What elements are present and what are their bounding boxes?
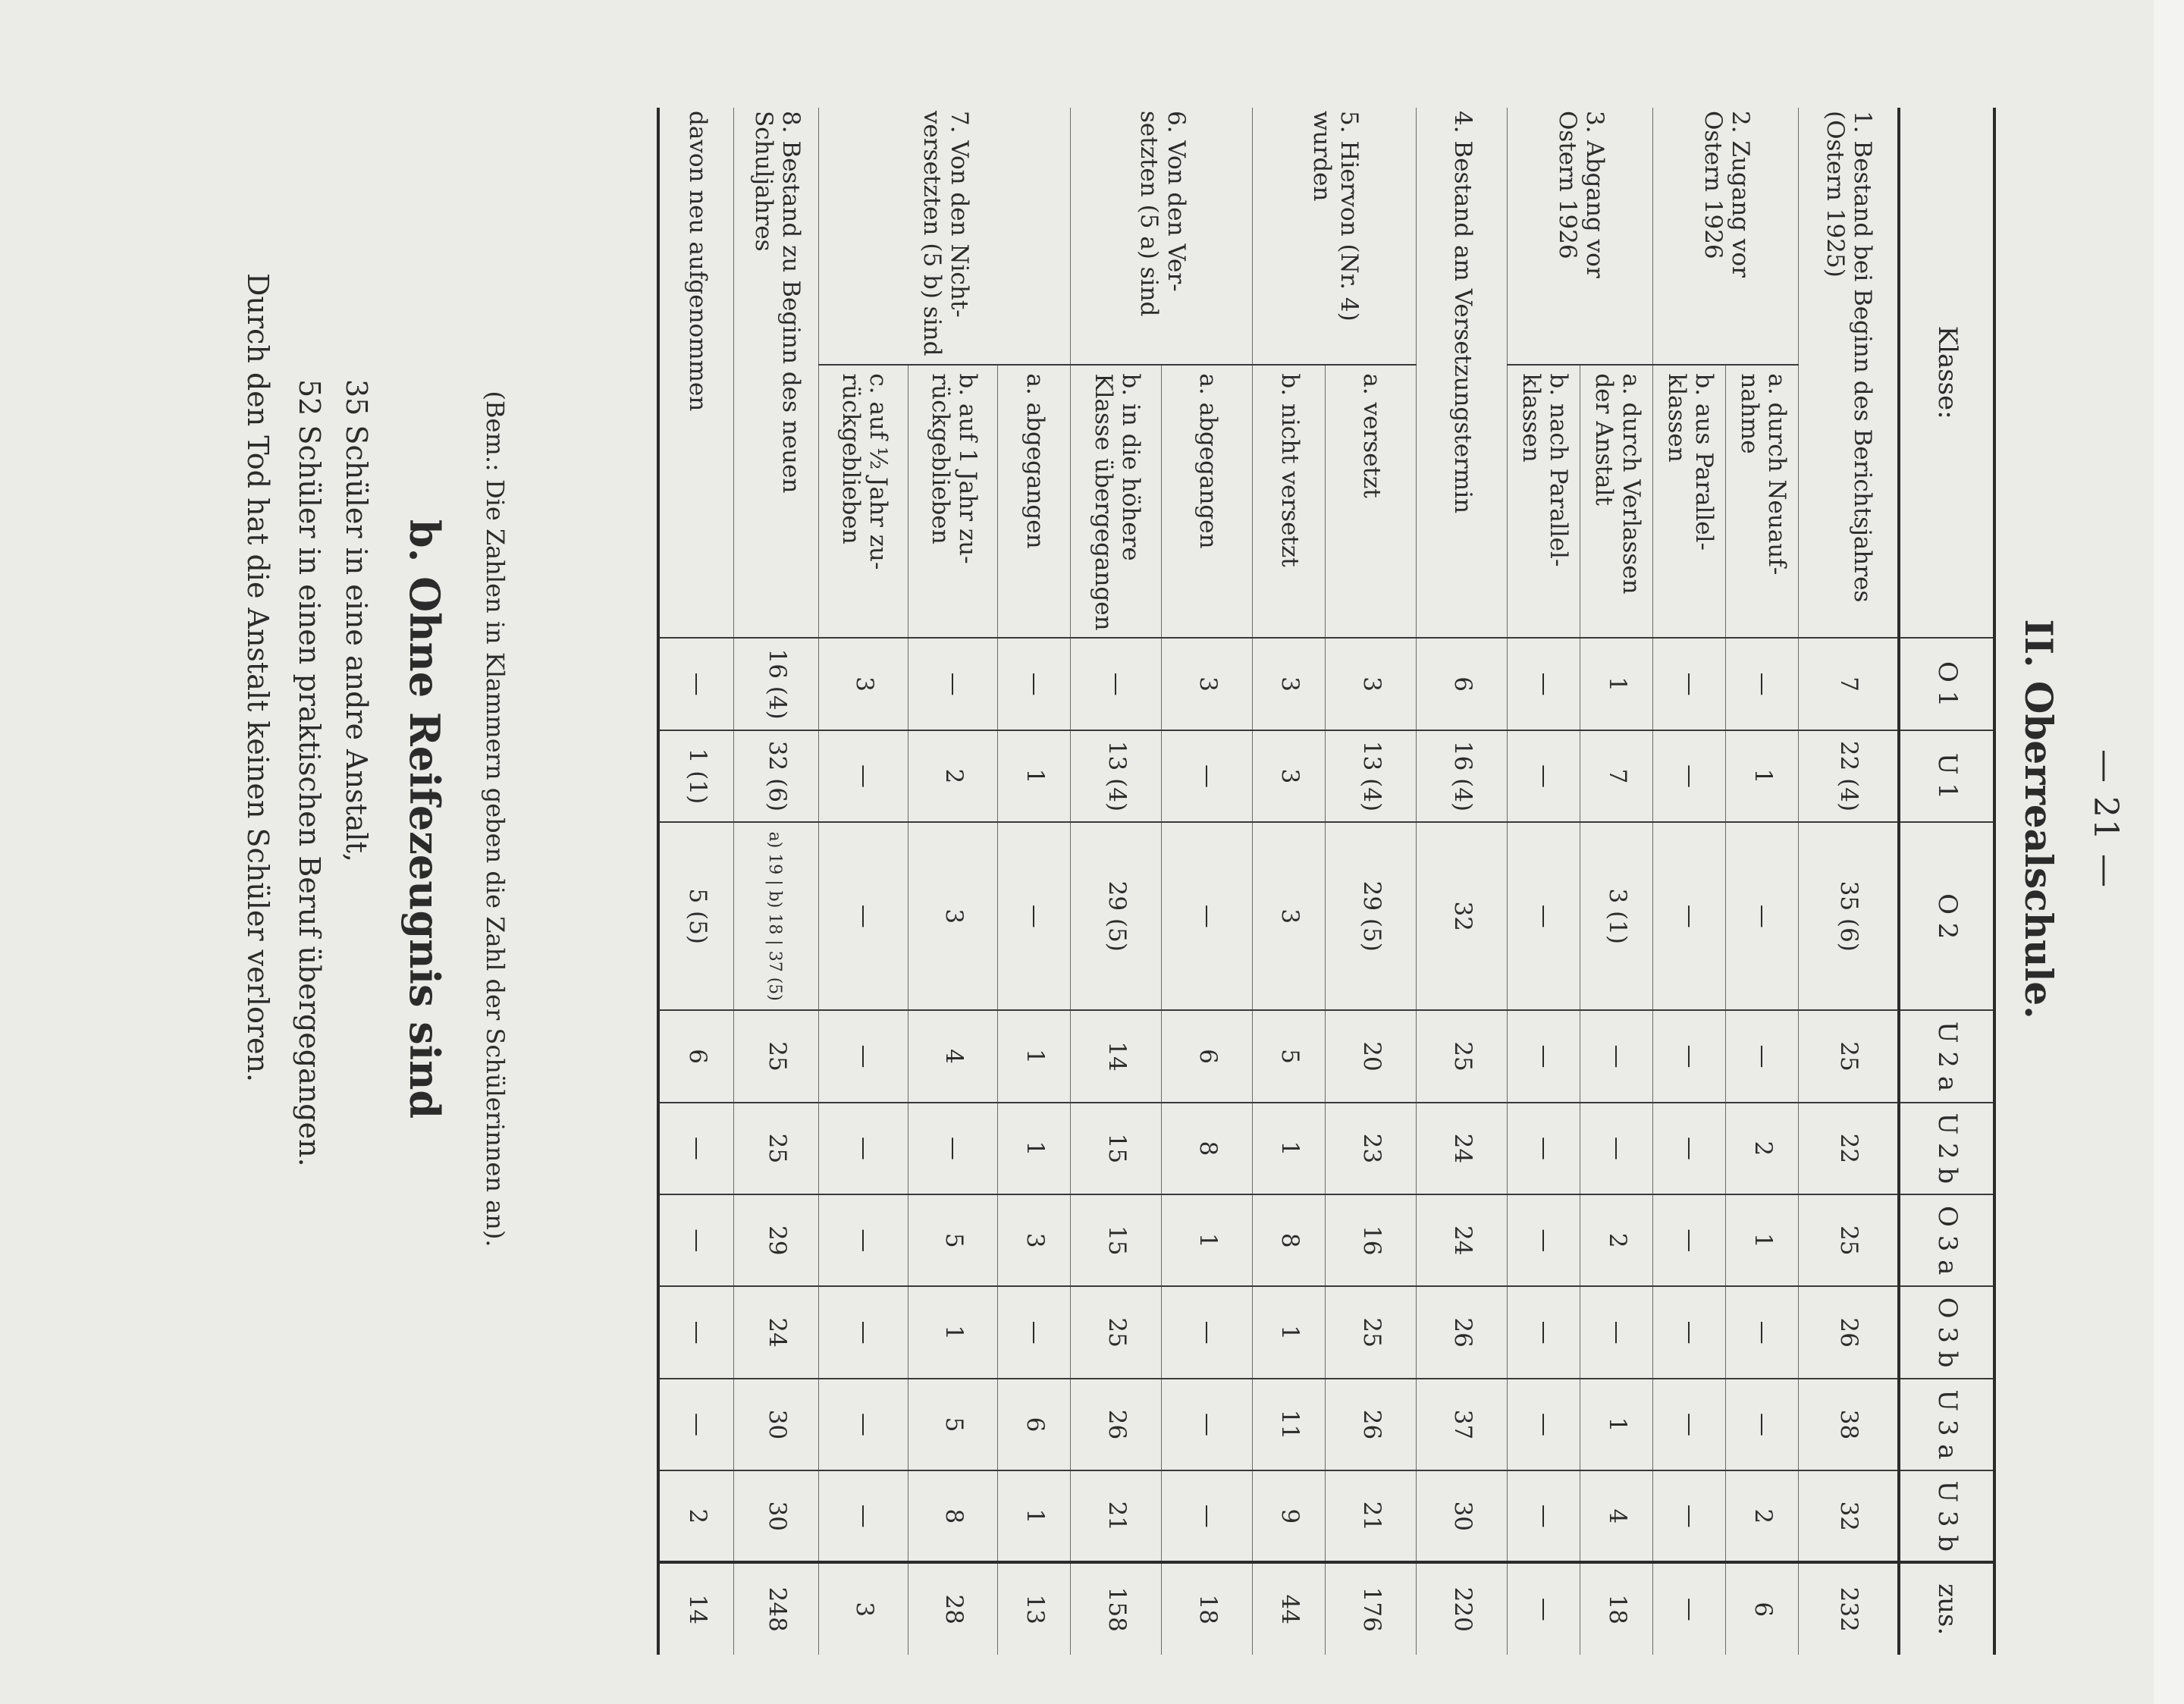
table-cell: — — [1508, 730, 1580, 822]
table-cell: — — [998, 822, 1071, 1010]
table-cell: — — [819, 1379, 908, 1470]
rotated-page-content — [68, 23, 2131, 1636]
row-sublabel: c. auf ½ Jahr zurückgeblieben — [819, 365, 908, 638]
table-cell: 32 (6) — [734, 730, 819, 822]
column-header: U 1 — [1899, 730, 1994, 822]
table-cell: 25 — [1417, 1010, 1508, 1102]
table-cell: 6 — [998, 1379, 1071, 1470]
table-cell-total: 220 — [1417, 1562, 1508, 1655]
table-cell: 3 — [998, 1194, 1071, 1286]
table-cell: 16 (4) — [734, 638, 819, 730]
table-cell: 11 — [1253, 1379, 1326, 1470]
table-cell: 6 — [1417, 638, 1508, 730]
table-cell: — — [1653, 1010, 1726, 1102]
table-cell: — — [908, 1103, 998, 1194]
row-sublabel: b. auf 1 Jahr zurückgeblieben — [908, 365, 998, 638]
table-cell: 30 — [1417, 1470, 1508, 1562]
table-cell: 8 — [1253, 1194, 1326, 1286]
table-cell: 8 — [1162, 1103, 1253, 1194]
table-cell: 7 — [1799, 638, 1899, 730]
table-cell: 1 — [998, 1470, 1071, 1562]
table-cell: 6 — [1162, 1010, 1253, 1102]
row-label: 1. Bestand bei Beginn des Berichtsjahres (Ostern 1925) — [1799, 108, 1899, 638]
table-cell: 5 (5) — [658, 822, 734, 1010]
table-cell: 21 — [1326, 1470, 1417, 1562]
table-cell: — — [1580, 1010, 1653, 1102]
table-cell: 1 — [1162, 1194, 1253, 1286]
table-row — [1580, 108, 1653, 1655]
column-header-klasse: Klasse: — [1899, 108, 1994, 638]
table-cell: — — [1580, 1286, 1653, 1378]
table-cell: 2 — [1726, 1103, 1799, 1194]
table-cell: — — [1508, 1010, 1580, 1102]
table-cell: — — [1508, 1194, 1580, 1286]
table-cell: — — [998, 1286, 1071, 1378]
row-label: 5. Hiervon (Nr. 4) wurden — [1253, 108, 1417, 365]
table-row — [998, 108, 1071, 1655]
table-cell: 25 — [734, 1010, 819, 1102]
row-sublabel: b. in die höhere Klasse übergegangen — [1071, 365, 1162, 638]
row-label: 2. Zugang vor Ostern 1926 — [1653, 108, 1799, 365]
column-header: O 3 a — [1899, 1194, 1994, 1286]
table-cell: 16 — [1326, 1194, 1417, 1286]
table-cell: 13 (4) — [1071, 730, 1162, 822]
row-label: 8. Bestand zu Beginn des neuen Schuljahres — [734, 108, 819, 638]
table-cell: 30 — [734, 1379, 819, 1470]
table-cell: 1 — [1253, 1286, 1326, 1378]
table-cell: — — [658, 1286, 734, 1378]
table-cell: 22 — [1799, 1103, 1899, 1194]
table-cell: — — [1580, 1103, 1653, 1194]
table-cell-total: 18 — [1162, 1562, 1253, 1655]
table-footnote: (Bem.: Die Zahlen in Klammern geben die Zahl der Schülerinnen an). — [481, 391, 510, 1247]
table-cell: — — [1653, 1194, 1726, 1286]
column-header: U 3 b — [1899, 1470, 1994, 1562]
table-cell: 1 (1) — [658, 730, 734, 822]
table-cell: — — [1726, 1379, 1799, 1470]
table-cell: — — [1508, 822, 1580, 1010]
table-cell-total: 248 — [734, 1562, 819, 1655]
table-cell: — — [998, 638, 1071, 730]
table-cell: 25 — [1326, 1286, 1417, 1378]
row-label: 3. Abgang vor Ostern 1926 — [1508, 108, 1653, 365]
table-cell: — — [1508, 1379, 1580, 1470]
text-line: 52 Schüler in einen praktischen Beruf übergegangen. — [293, 379, 326, 1167]
table-cell: 25 — [1799, 1194, 1899, 1286]
table-cell: 6 — [658, 1010, 734, 1102]
table-cell: 1 — [998, 730, 1071, 822]
table-cell: 25 — [734, 1103, 819, 1194]
table-cell: — — [819, 1286, 908, 1378]
table-cell: — — [1162, 730, 1253, 822]
table-cell: 24 — [734, 1286, 819, 1378]
column-header: U 3 a — [1899, 1379, 1994, 1470]
table-cell: 3 — [1253, 822, 1326, 1010]
table-cell: 24 — [1417, 1103, 1508, 1194]
table-cell: — — [658, 638, 734, 730]
table-cell: — — [1508, 638, 1580, 730]
table-cell: 26 — [1326, 1379, 1417, 1470]
table-cell: 1 — [908, 1286, 998, 1378]
scan-edge — [2154, 0, 2184, 1704]
row-label: 4. Bestand am Versetzungstermin — [1417, 108, 1508, 638]
row-sublabel: a. abgegangen — [1162, 365, 1253, 638]
table-cell: — — [1508, 1470, 1580, 1562]
table-cell: — — [819, 730, 908, 822]
table-cell: 13 (4) — [1326, 730, 1417, 822]
table-cell: 16 (4) — [1417, 730, 1508, 822]
table-cell: — — [819, 1010, 908, 1102]
column-header: O 2 — [1899, 822, 1994, 1010]
table-cell: — — [1726, 638, 1799, 730]
table-cell: 5 — [1253, 1010, 1326, 1102]
table-cell: 15 — [1071, 1194, 1162, 1286]
text-line: Durch den Tod hat die Anstalt keinen Schüler verloren. — [241, 273, 275, 1083]
table-cell: 2 — [1580, 1194, 1653, 1286]
page-number: — 21 — — [2086, 749, 2125, 889]
column-header: O 3 b — [1899, 1286, 1994, 1378]
table-cell: 26 — [1071, 1379, 1162, 1470]
table-cell: 32 — [1799, 1470, 1899, 1562]
table-cell: — — [1653, 1379, 1726, 1470]
table-cell-total: 28 — [908, 1562, 998, 1655]
table-cell: 1 — [998, 1010, 1071, 1102]
row-label: 6. Von den Versetzten (5 a) sind — [1071, 108, 1253, 365]
table-cell: 1 — [1580, 1379, 1653, 1470]
table-cell: 2 — [1726, 1470, 1799, 1562]
table-cell: 29 (5) — [1071, 822, 1162, 1010]
table-row — [1162, 108, 1253, 1655]
table-cell: — — [1162, 822, 1253, 1010]
table-cell-total: 44 — [1253, 1562, 1326, 1655]
row-sublabel: a. versetzt — [1326, 365, 1417, 638]
table-row — [1417, 108, 1508, 1655]
table-cell-total: 176 — [1326, 1562, 1417, 1655]
row-sublabel: b. nach Parallelklassen — [1508, 365, 1580, 638]
column-header-total: zus. — [1899, 1562, 1994, 1655]
table-row — [1326, 108, 1417, 1655]
table-cell: 14 — [1071, 1010, 1162, 1102]
table-cell: 3 — [1326, 638, 1417, 730]
table-cell: — — [1162, 1286, 1253, 1378]
column-header: U 2 b — [1899, 1103, 1994, 1194]
row-sublabel: a. durch Verlassen der Anstalt — [1580, 365, 1653, 638]
table-cell: 1 — [1253, 1103, 1326, 1194]
enrollment-statistics-table — [657, 108, 1996, 1655]
table-cell: 3 — [1162, 638, 1253, 730]
table-cell: 4 — [1580, 1470, 1653, 1562]
table-cell: — — [1508, 1103, 1580, 1194]
table-cell: — — [658, 1194, 734, 1286]
table-row — [734, 108, 819, 1655]
table-cell-total: — — [1508, 1562, 1580, 1655]
table-cell: 9 — [1253, 1470, 1326, 1562]
table-cell: — — [1508, 1286, 1580, 1378]
table-cell: 37 — [1417, 1379, 1508, 1470]
table-cell: 8 — [908, 1470, 998, 1562]
table-cell: — — [1162, 1470, 1253, 1562]
table-cell: — — [1726, 1010, 1799, 1102]
table-cell: 25 — [1799, 1010, 1899, 1102]
table-cell: 1 — [1726, 1194, 1799, 1286]
table-row — [1799, 108, 1899, 1655]
table-cell: 26 — [1799, 1286, 1899, 1378]
table-row — [1726, 108, 1799, 1655]
table-cell: 2 — [908, 730, 998, 822]
table-cell: 1 — [998, 1103, 1071, 1194]
table-cell: — — [819, 822, 908, 1010]
table-cell: 35 (6) — [1799, 822, 1899, 1010]
table-cell-total: 232 — [1799, 1562, 1899, 1655]
table-cell: 20 — [1326, 1010, 1417, 1102]
table-cell: — — [658, 1379, 734, 1470]
row-sublabel: b. aus Parallelklassen — [1653, 365, 1726, 638]
column-header: U 2 a — [1899, 1010, 1994, 1102]
table-cell: — — [1726, 822, 1799, 1010]
table-cell: — — [908, 638, 998, 730]
table-cell: 1 — [1726, 730, 1799, 822]
table-cell: — — [658, 1103, 734, 1194]
table-cell-total: 158 — [1071, 1562, 1162, 1655]
column-header: O 1 — [1899, 638, 1994, 730]
table-cell: 15 — [1071, 1103, 1162, 1194]
table-cell: 4 — [908, 1010, 998, 1102]
table-cell: — — [1162, 1379, 1253, 1470]
table-cell: — — [1653, 822, 1726, 1010]
table-row — [658, 108, 734, 1655]
table-cell: 5 — [908, 1379, 998, 1470]
table-cell: 3 — [1253, 730, 1326, 822]
table-cell: 29 (5) — [1326, 822, 1417, 1010]
table-cell: 26 — [1417, 1286, 1508, 1378]
table-cell: 25 — [1071, 1286, 1162, 1378]
row-sublabel: a. abgegangen — [998, 365, 1071, 638]
table-cell: — — [1653, 638, 1726, 730]
table-cell: 3 — [1253, 638, 1326, 730]
table-cell: — — [1653, 1286, 1726, 1378]
table-cell: 38 — [1799, 1379, 1899, 1470]
table-cell: 3 (1) — [1580, 822, 1653, 1010]
table-cell: — — [1653, 1103, 1726, 1194]
table-cell: 30 — [734, 1470, 819, 1562]
text-line: 35 Schüler in eine andre Anstalt, — [340, 379, 373, 863]
table-cell: — — [819, 1470, 908, 1562]
table-cell: 7 — [1580, 730, 1653, 822]
table-cell: — — [1071, 638, 1162, 730]
table-cell: — — [1653, 730, 1726, 822]
row-sublabel: a. durch Neuaufnahme — [1726, 365, 1799, 638]
row-sublabel: b. nicht versetzt — [1253, 365, 1326, 638]
subheading: b. Ohne Reifezeugnis sind — [400, 519, 449, 1119]
table-cell: 32 — [1417, 822, 1508, 1010]
row-label: 7. Von den Nichtversetzten (5 b) sind — [819, 108, 1071, 365]
table-cell: 2 — [658, 1470, 734, 1562]
table-header-row — [1899, 108, 1994, 1655]
table-cell-total: 6 — [1726, 1562, 1799, 1655]
table-cell: 3 — [908, 822, 998, 1010]
table-cell: 21 — [1071, 1470, 1162, 1562]
table-cell: 23 — [1326, 1103, 1417, 1194]
table-cell-total: 13 — [998, 1562, 1071, 1655]
table-cell: 1 — [1580, 638, 1653, 730]
table-cell: 22 (4) — [1799, 730, 1899, 822]
table-cell-total: 14 — [658, 1562, 734, 1655]
table-cell: — — [819, 1103, 908, 1194]
table-cell: 5 — [908, 1194, 998, 1286]
table-cell: 3 — [819, 638, 908, 730]
table-cell-split: a) 19 | b) 18 | 37 (5) — [734, 822, 819, 1010]
table-cell: 29 — [734, 1194, 819, 1286]
table-cell-total: — — [1653, 1562, 1726, 1655]
row-label: davon neu aufgenommen — [658, 108, 734, 638]
table-cell: — — [819, 1194, 908, 1286]
table-cell: 24 — [1417, 1194, 1508, 1286]
table-cell: — — [1726, 1286, 1799, 1378]
table-cell-total: 3 — [819, 1562, 908, 1655]
section-title: II. Oberrealschule. — [2016, 619, 2061, 1019]
table-cell: — — [1653, 1470, 1726, 1562]
table-cell-total: 18 — [1580, 1562, 1653, 1655]
